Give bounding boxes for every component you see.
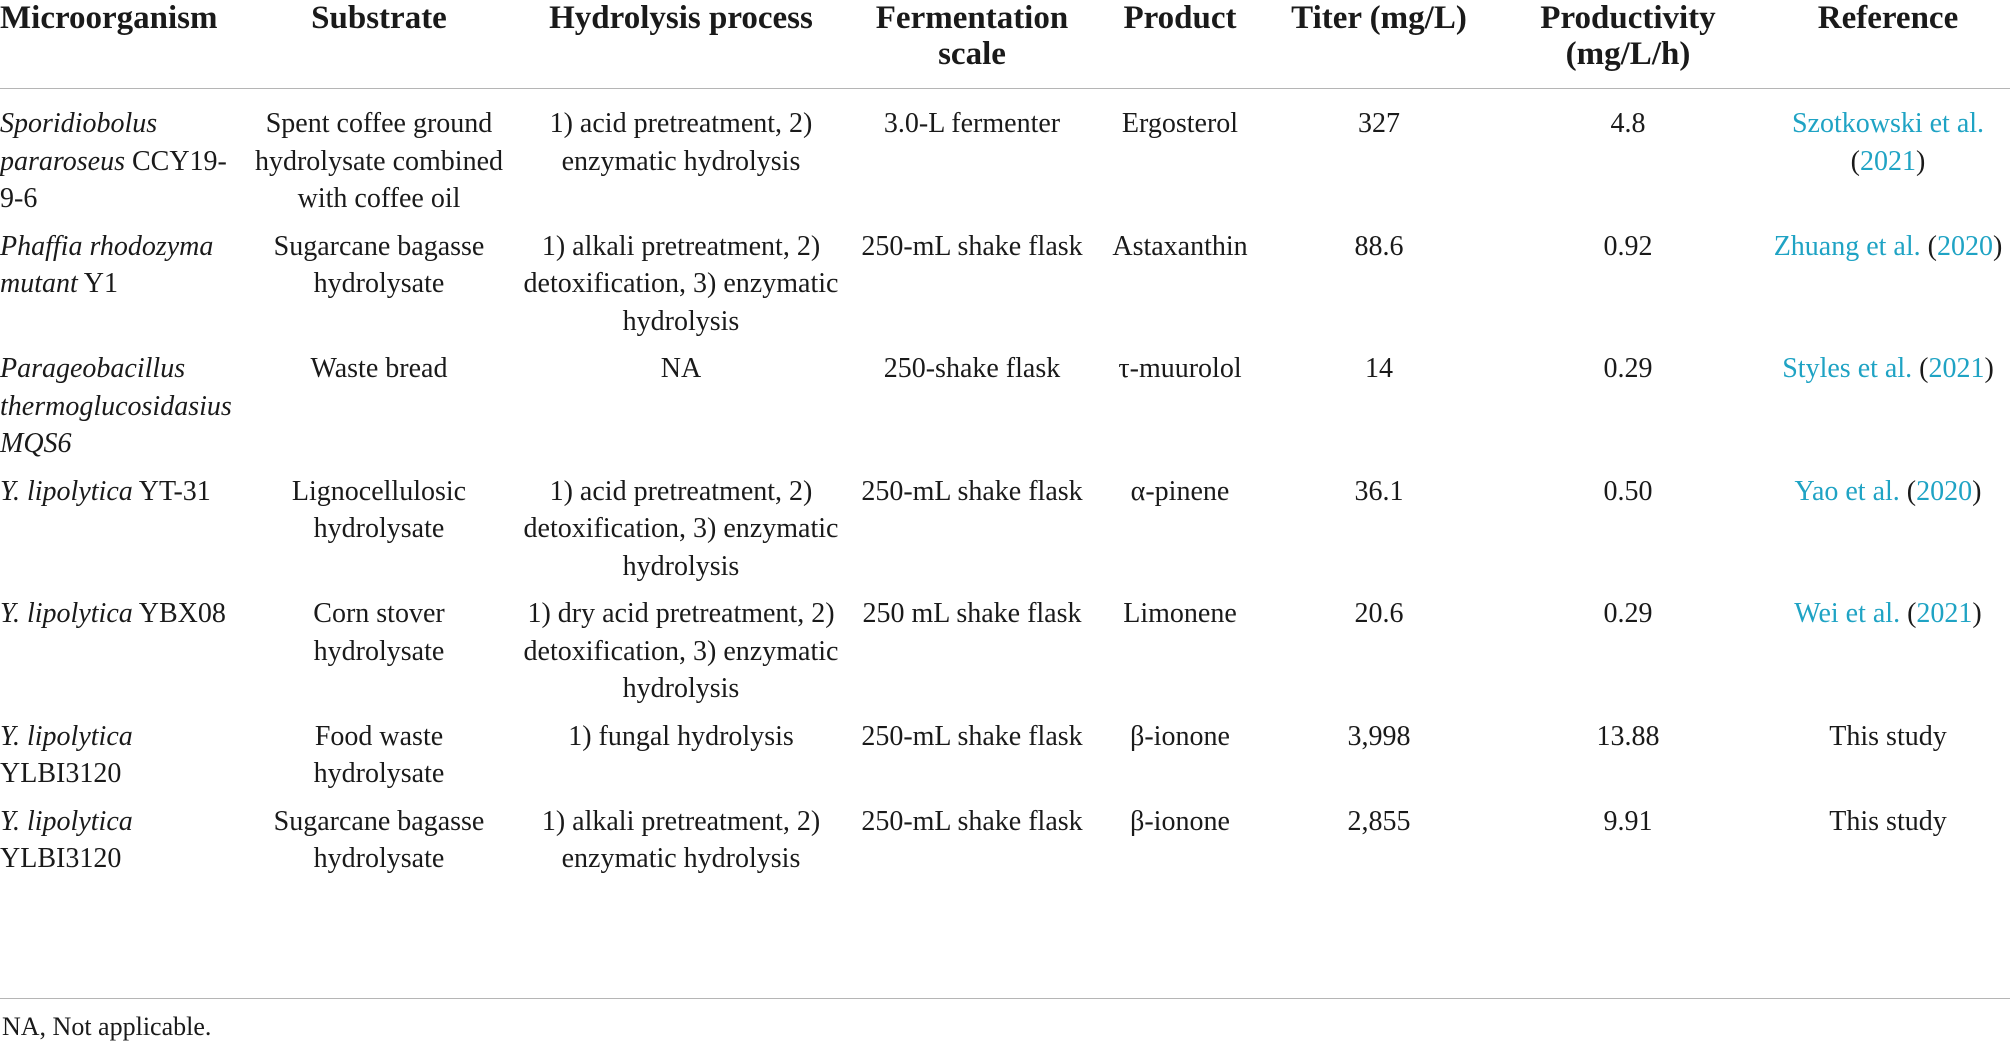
cell-titer: 3,998 (1347, 720, 1411, 752)
reference-link-year[interactable]: 2021 (1860, 145, 1916, 177)
cell-product: Ergosterol (1121, 108, 1239, 139)
cell-reference: Szotkowski et al. (2021) (1791, 108, 1985, 177)
header-row (0, 0, 2010, 89)
header-fermentation-scale: Fermentation scale (852, 0, 1092, 89)
organism-name: Sporidiobolus pararoseus (0, 108, 158, 177)
cell-product: β-ionone (1130, 805, 1230, 837)
cell-substrate: Waste bread (310, 353, 448, 384)
cell-hydrolysis: 1) dry acid pretreatment, 2) detoxification, 3) enzymatic hydrolysis (523, 598, 839, 704)
reference-link-year[interactable]: 2020 (1936, 230, 1993, 262)
cell-microorganism (0, 473, 248, 596)
footnote: NA, Not applicable. (2, 1012, 212, 1041)
organism-name: Y. lipolytica (0, 598, 133, 629)
reference-link-year[interactable]: 2021 (1916, 598, 1973, 629)
cell-product: τ-muurolol (1118, 353, 1242, 384)
cell-hydrolysis: NA (660, 353, 702, 384)
strain-id: CCY19-9-6 (0, 145, 227, 214)
cell-microorganism (0, 89, 248, 228)
cell-scale: 3.0-L fermenter (883, 108, 1061, 139)
cell-titer: 20.6 (1354, 598, 1404, 629)
header-substrate: Substrate (248, 0, 510, 89)
cell-titer: 14 (1365, 353, 1393, 384)
organism-name: Parageobacillus thermoglucosidasius MQS6 (0, 353, 232, 459)
cell-reference: Styles et al. (2021) (1782, 353, 1994, 384)
cell-product: Astaxanthin (1112, 230, 1248, 262)
cell-titer: 88.6 (1354, 230, 1404, 262)
header-productivity: Productivity (mg/L/h) (1490, 0, 1766, 89)
cell-scale: 250-mL shake flask (861, 475, 1083, 507)
reference-link-year[interactable]: 2020 (1916, 475, 1973, 507)
cell-productivity: 13.88 (1596, 720, 1660, 752)
header-product: Product (1092, 0, 1268, 89)
cell-microorganism (0, 803, 248, 930)
reference-link-author[interactable]: Styles et al. (1782, 353, 1913, 384)
cell-hydrolysis: 1) fungal hydrolysis (568, 720, 794, 752)
cell-microorganism (0, 718, 248, 803)
reference-link-author[interactable]: Yao et al. (1794, 475, 1900, 507)
table-row (0, 718, 2010, 803)
cell-microorganism (0, 350, 248, 473)
cell-productivity: 0.50 (1603, 475, 1653, 507)
cell-titer: 36.1 (1354, 475, 1404, 507)
cell-product: Limonene (1123, 598, 1237, 629)
reference-link-author[interactable]: Wei et al. (1794, 598, 1901, 629)
cell-substrate: Spent coffee ground hydrolysate combined with coffee oil (254, 108, 504, 214)
header-reference: Reference (1766, 0, 2010, 89)
footnote-divider (0, 998, 2010, 999)
cell-scale: 250-mL shake flask (861, 720, 1083, 752)
table-row (0, 350, 2010, 473)
organism-name: Y. lipolytica (0, 805, 133, 837)
organism-name: Phaffia rhodozyma mutant (0, 230, 214, 299)
reference-link-year[interactable]: 2021 (1928, 353, 1985, 384)
reference-link-author[interactable]: Zhuang et al. (1773, 230, 1921, 262)
strain-id: YBX08 (132, 598, 226, 629)
cell-substrate: Lignocellulosic hydrolysate (291, 475, 467, 544)
cell-substrate: Corn stover hydrolysate (313, 598, 445, 667)
cell-microorganism (0, 595, 248, 718)
cell-productivity: 4.8 (1610, 108, 1646, 139)
table-row (0, 595, 2010, 718)
strain-id: YLBI3120 (0, 758, 122, 789)
cell-productivity: 0.29 (1603, 598, 1653, 629)
cell-substrate: Sugarcane bagasse hydrolysate (273, 805, 485, 874)
strain-id: YLBI3120 (0, 843, 122, 874)
table-row (0, 473, 2010, 596)
organism-name: Y. lipolytica (0, 720, 133, 752)
header-microorganism: Microorganism (0, 0, 248, 89)
strain-id: Y1 (77, 268, 118, 299)
cell-reference: Wei et al. (2021) (1794, 598, 1982, 629)
cell-scale: 250 mL shake flask (862, 598, 1082, 629)
cell-scale: 250-shake flask (883, 353, 1061, 384)
table-row (0, 89, 2010, 228)
header-titer: Titer (mg/L) (1268, 0, 1490, 89)
cell-titer: 327 (1358, 108, 1400, 139)
cell-hydrolysis: 1) acid pretreatment, 2) detoxification, 3) enzymatic hydrolysis (523, 475, 839, 582)
cell-product: β-ionone (1130, 720, 1230, 752)
cell-substrate: Sugarcane bagasse hydrolysate (273, 230, 485, 299)
cell-microorganism (0, 228, 248, 351)
cell-productivity: 9.91 (1603, 805, 1653, 837)
cell-hydrolysis: 1) alkali pretreatment, 2) detoxification, 3) enzymatic hydrolysis (523, 230, 839, 337)
cell-productivity: 0.29 (1603, 353, 1653, 384)
table-row (0, 228, 2010, 351)
cell-substrate: Food waste hydrolysate (313, 720, 445, 789)
cell-hydrolysis: 1) alkali pretreatment, 2) enzymatic hydrolysis (541, 805, 821, 874)
cell-reference: Zhuang et al. (2020) (1773, 230, 2003, 262)
cell-hydrolysis: 1) acid pretreatment, 2) enzymatic hydrolysis (549, 108, 813, 177)
table-row (0, 803, 2010, 930)
cell-titer: 2,855 (1347, 805, 1411, 837)
cell-reference: This study (1829, 805, 1947, 837)
reference-link-author[interactable]: Szotkowski et al. (1791, 108, 1985, 139)
cell-reference: Yao et al. (2020) (1794, 475, 1982, 507)
organism-name: Y. lipolytica (0, 475, 133, 507)
cell-productivity: 0.92 (1603, 230, 1653, 262)
cell-reference: This study (1829, 720, 1947, 752)
cell-product: α-pinene (1130, 475, 1230, 507)
cell-scale: 250-mL shake flask (861, 805, 1083, 837)
header-hydrolysis: Hydrolysis process (510, 0, 852, 89)
cell-scale: 250-mL shake flask (861, 230, 1083, 262)
strain-id: YT-31 (132, 475, 211, 507)
